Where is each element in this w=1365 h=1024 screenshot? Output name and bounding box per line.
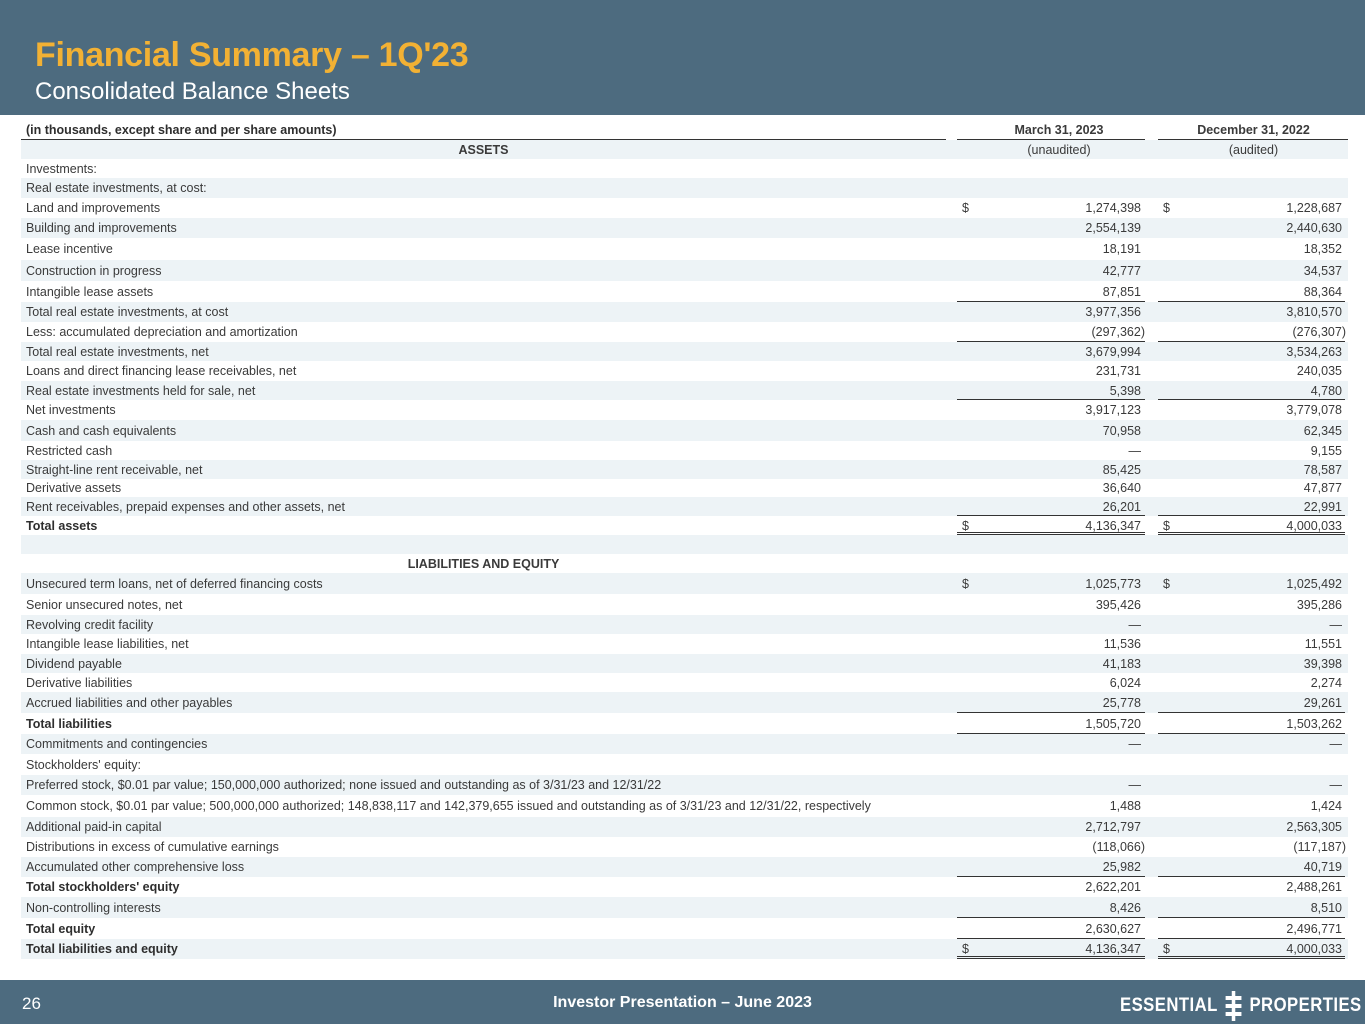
table-row: Lease incentive 18,191 18,352 bbox=[26, 242, 1342, 256]
units-note: (in thousands, except share and per share amounts) bbox=[26, 123, 337, 137]
table-row: Accumulated other comprehensive loss 25,982 40,719 bbox=[21, 857, 1348, 877]
table-row: Intangible lease liabilities, net 11,536 11,551 bbox=[26, 637, 1342, 651]
table-row: Building and improvements 2,554,139 2,440,630 bbox=[21, 218, 1348, 238]
footer-bar bbox=[0, 980, 1365, 1024]
table-row: Construction in progress 42,777 34,537 bbox=[21, 260, 1348, 281]
table-row: Intangible lease assets 87,851 88,364 bbox=[21, 281, 1348, 302]
logo-mark-icon bbox=[1226, 991, 1242, 1021]
table-row: Stockholders' equity: bbox=[26, 757, 141, 772]
table-row: Preferred stock, $0.01 par value; 150,000,000 authorized; none issued and outstanding as of 3/31/23 and 12/31/22 — — bbox=[21, 775, 1348, 795]
table-row: Senior unsecured notes, net 395,426 395,286 bbox=[26, 597, 1342, 612]
table-row: Total stockholders' equity 2,622,201 2,488,261 bbox=[26, 880, 1342, 894]
table-row: Less: accumulated depreciation and amortization (297,362) (276,307) bbox=[21, 322, 1348, 342]
liabilities-heading: LIABILITIES AND EQUITY bbox=[407, 556, 560, 571]
table-row: Rent receivables, prepaid expenses and other assets, net 26,201 22,991 bbox=[21, 497, 1348, 516]
col1-status: (unaudited) bbox=[1027, 142, 1091, 157]
table-row: Non-controlling interests 8,426 8,510 bbox=[21, 897, 1348, 918]
header-bar bbox=[0, 0, 1365, 115]
table-row: Investments: bbox=[26, 161, 97, 176]
logo-text-right: PROPERTIES bbox=[1249, 995, 1362, 1016]
spacer-row bbox=[21, 535, 1348, 554]
page-number: 26 bbox=[22, 994, 41, 1013]
table-row: Net investments 3,917,123 3,779,078 bbox=[26, 403, 1342, 417]
balance-sheet-table bbox=[21, 120, 1348, 959]
table-row: Distributions in excess of cumulative earnings (118,066) (117,187) bbox=[26, 840, 1346, 854]
table-row: Commitments and contingencies — — bbox=[21, 734, 1348, 754]
assets-heading-row bbox=[21, 140, 1348, 159]
table-row: Straight-line rent receivable, net 85,425 78,587 bbox=[21, 460, 1348, 479]
col1-header: March 31, 2023 bbox=[1014, 123, 1104, 137]
table-row: Total liabilities and equity $ 4,136,347 $ 4,000,033 bbox=[21, 939, 1348, 959]
table-row: Accrued liabilities and other payables 25,778 29,261 bbox=[21, 692, 1348, 713]
page-title: Financial Summary – 1Q'23 bbox=[35, 36, 469, 74]
essential-properties-logo bbox=[1120, 991, 1362, 1021]
table-row: Real estate investments held for sale, net 5,398 4,780 bbox=[21, 381, 1348, 400]
assets-heading: ASSETS bbox=[458, 142, 509, 157]
table-row: Derivative assets 36,640 47,877 bbox=[26, 481, 1342, 495]
table-row: Total equity 2,630,627 2,496,771 bbox=[21, 918, 1348, 939]
table-row: Total real estate investments, net 3,679,994 3,534,263 bbox=[21, 342, 1348, 361]
table-row: Unsecured term loans, net of deferred financing costs $ 1,025,773 $ 1,025,492 bbox=[21, 573, 1348, 594]
column-header-row bbox=[21, 120, 1348, 140]
table-row: Loans and direct financing lease receivables, net 231,731 240,035 bbox=[26, 364, 1342, 378]
table-row: Real estate investments, at cost: bbox=[21, 178, 1348, 198]
table-row: Total liabilities 1,505,720 1,503,262 bbox=[21, 713, 1348, 734]
table-row: Total assets $ 4,136,347 $ 4,000,033 bbox=[21, 516, 1348, 535]
table-row: Restricted cash — 9,155 bbox=[26, 443, 1342, 458]
col2-status: (audited) bbox=[1228, 142, 1279, 157]
table-row: Common stock, $0.01 par value; 500,000,000 authorized; 148,838,117 and 142,379,655 issued and outstanding as of 3/31/23 and 12/31/22, respectively 1,488 1,424 bbox=[26, 799, 1342, 813]
table-row: Derivative liabilities 6,024 2,274 bbox=[26, 675, 1342, 690]
col2-header: December 31, 2022 bbox=[1197, 123, 1310, 137]
table-row: Total real estate investments, at cost 3,977,356 3,810,570 bbox=[21, 302, 1348, 322]
table-row: Dividend payable 41,183 39,398 bbox=[21, 654, 1348, 673]
table-row: Cash and cash equivalents 70,958 62,345 bbox=[21, 420, 1348, 441]
table-row: Additional paid-in capital 2,712,797 2,563,305 bbox=[21, 817, 1348, 837]
table-row: Revolving credit facility — — bbox=[21, 615, 1348, 634]
logo-text-left: ESSENTIAL bbox=[1120, 995, 1218, 1016]
page-subtitle: Consolidated Balance Sheets bbox=[35, 78, 350, 105]
footer-title: Investor Presentation – June 2023 bbox=[553, 994, 812, 1011]
liabilities-heading-row bbox=[21, 554, 1348, 573]
table-row: Land and improvements $ 1,274,398 $ 1,228,687 bbox=[26, 201, 1342, 215]
